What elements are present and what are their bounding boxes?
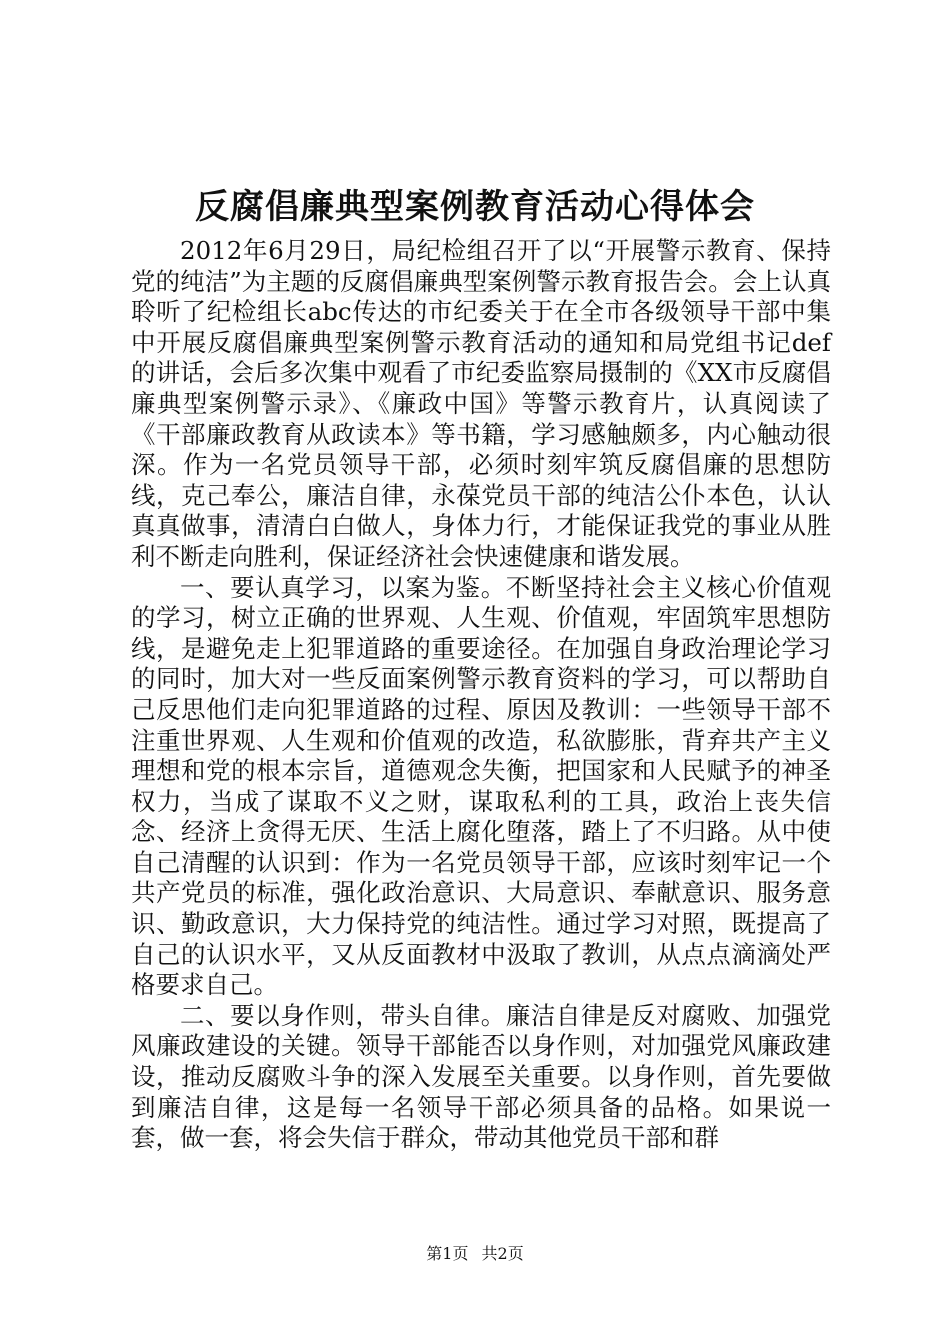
section-one-paragraph: 一、要认真学习，以案为鉴。不断坚持社会主义核心价值观的学习，树立正确的世界观、人生观、价值观，牢固筑牢思想防线，是避免走上犯罪道路的重要途径。在加强自身政治理论学习的同时，加大对一些反面案例警示教育资料的学习，可以帮助自己反思他们走向犯罪道路的过程、原因及教训：一些领导干部不注重世界观、人生观和价值观的改造，私欲膨胀，背弃共产主义理想和党的根本宗旨，道德观念失衡，把国家和人民赋予的神圣权力，当成了谋取不义之财，谋取私利的工具，政治上丧失信念、经济上贪得无厌、生活上腐化堕落，踏上了不归路。从中使自己清醒的认识到：作为一名党员领导干部，应该时刻牢记一个共产党员的标准，强化政治意识、大局意识、奉献意识、服务意识、勤政意识，大力保持党的纯洁性。通过学习对照，既提高了自己的认识水平，又从反面教材中汲取了教训，从点点滴滴处严格要求自己。 [131, 572, 831, 1000]
section-two-paragraph: 二、要以身作则，带头自律。廉洁自律是反对腐败、加强党风廉政建设的关键。领导干部能否以身作则，对加强党风廉政建设，推动反腐败斗争的深入发展至关重要。以身作则，首先要做到廉洁自律，这是每一名领导干部必须具备的品格。如果说一套，做一套，将会失信于群众，带动其他党员干部和群 [131, 1000, 831, 1153]
document-title: 反腐倡廉典型案例教育活动心得体会 [195, 187, 755, 227]
page-number-total: 共2页 [481, 1244, 524, 1263]
intro-paragraph: 2012年6月29日，局纪检组召开了以“开展警示教育、保持党的纯洁”为主题的反腐倡廉典型案例警示教育报告会。会上认真聆听了纪检组长abc传达的市纪委关于在全市各级领导干部中集中开展反腐倡廉典型案例警示教育活动的通知和局党组书记def的讲话，会后多次集中观看了市纪委监察局摄制的《XX市反腐倡廉典型案例警示录》、《廉政中国》等警示教育片，认真阅读了《干部廉政教育从政读本》等书籍，学习感触颇多，内心触动很深。作为一名党员领导干部，必须时刻牢筑反腐倡廉的思想防线，克己奉公，廉洁自律，永葆党员干部的纯洁公仆本色，认认真真做事，清清白白做人，身体力行，才能保证我党的事业从胜利不断走向胜利，保证经济社会快速健康和谐发展。 [131, 236, 831, 571]
page-footer [0, 1244, 950, 1264]
document-body [131, 236, 831, 1154]
page-number-current: 第1页 [426, 1244, 469, 1263]
